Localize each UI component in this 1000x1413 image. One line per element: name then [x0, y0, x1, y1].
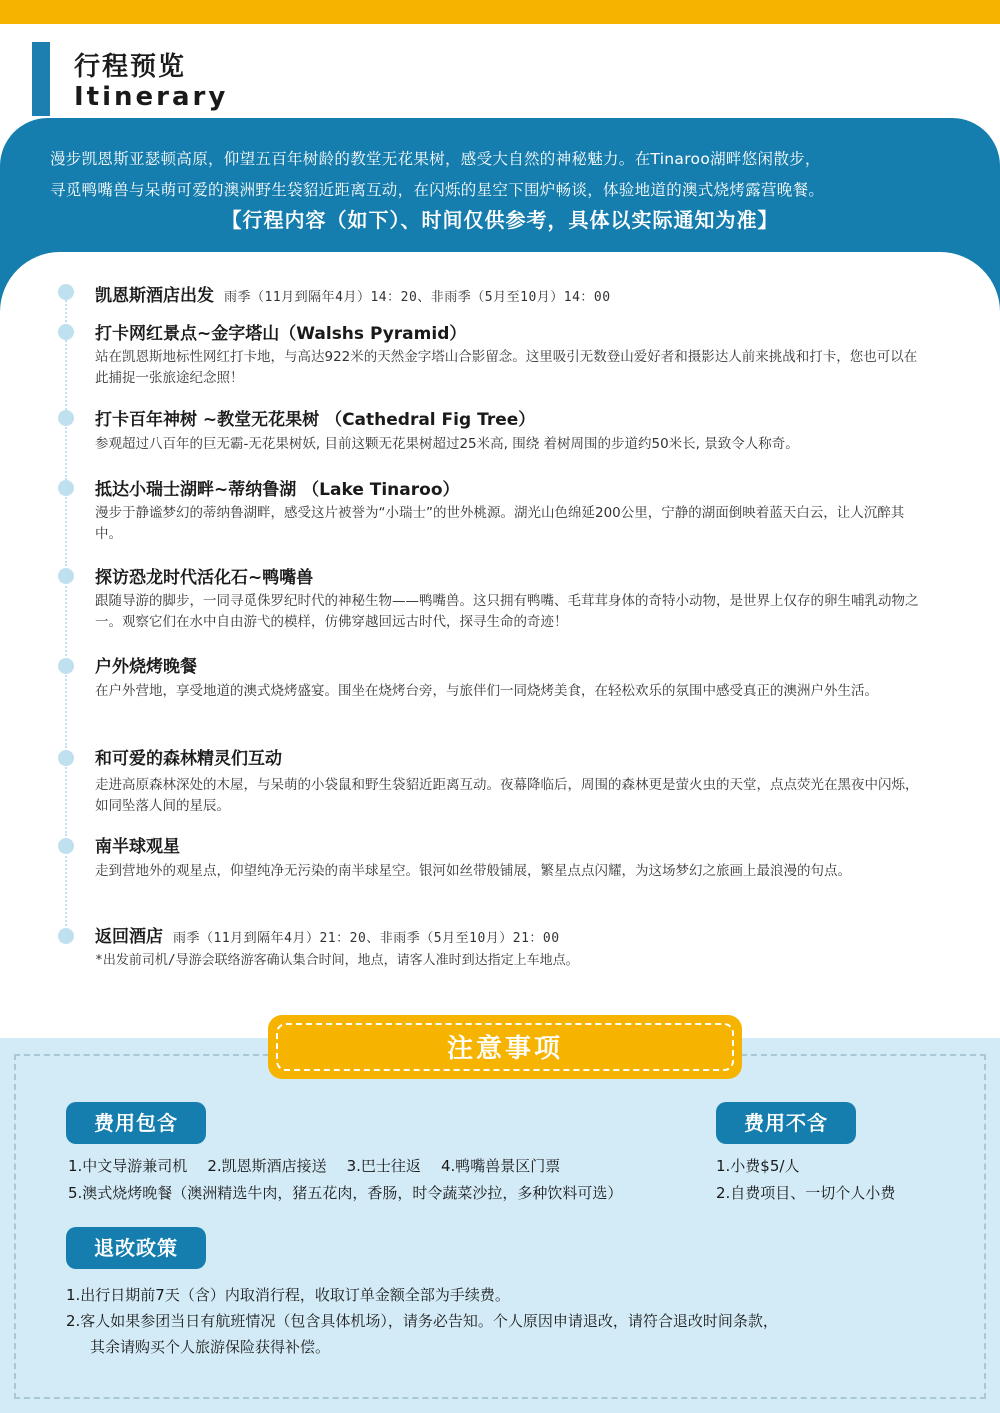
stop-title: 抵达小瑞士湖畔~蒂纳鲁湖 （Lake Tinaroo） — [95, 480, 460, 500]
stop-description: 在户外营地，享受地道的澳式烧烤盛宴。围坐在烧烤台旁，与旅伴们一同烧烤美食，在轻松欢乐的氛围中感受真正的澳洲户外生活。 — [95, 683, 878, 699]
timeline-dot — [58, 928, 74, 944]
stop-title: 打卡百年神树 ~教堂无花果树 （Cathedral Fig Tree） — [95, 410, 536, 430]
stop-description: 走进高原森林深处的木屋，与呆萌的小袋鼠和野生袋貂近距离互动。夜幕降临后，周围的森林更是萤火虫的天堂，点点荧光在黑夜中闪烁，如同坠落人间的星辰。 — [95, 777, 919, 814]
timeline-dot — [58, 568, 74, 584]
timeline-connector — [65, 300, 67, 326]
timeline-connector — [65, 852, 67, 926]
included-list — [68, 1153, 580, 1180]
stop-description: 参观超过八百年的巨无霸-无花果树妖, 目前这颗无花果树超过25米高, 围绕 着树周围的步道约50米长, 景致令人称奇。 — [95, 436, 799, 452]
refund-label: 退改政策 — [66, 1227, 206, 1269]
intro-line: 寻觅鸭嘴兽与呆萌可爱的澳洲野生袋貂近距离互动，在闪烁的星空下围炉畅谈，体验地道的澳式烧烤露营晚餐。 — [50, 181, 825, 199]
included-item: 2.凯恩斯酒店接送 — [207, 1157, 327, 1175]
page-title-en: Itinerary — [74, 82, 229, 112]
page-title-cn: 行程预览 — [74, 52, 187, 82]
stop-time: 雨季（11月到隔年4月）21：20、非雨季（5月至10月）21：00 — [173, 931, 560, 946]
intro-note: 【行程内容（如下）、时间仅供参考，具体以实际通知为准】 — [221, 208, 779, 232]
stop-description: 跟随导游的脚步，一同寻觅侏罗纪时代的神秘生物——鸭嘴兽。这只拥有鸭嘴、毛茸茸身体的奇特小动物，是世界上仅存的卵生哺乳动物之一。观察它们在水中自由游弋的模样，仿佛穿越回远古时代，探寻生命的奇迹！ — [95, 593, 919, 630]
timeline-connector — [65, 672, 67, 748]
timeline-dot — [58, 324, 74, 340]
refund-item: 2.客人如果参团当日有航班情况（包含具体机场），请务必告知。个人原因申请退改，请符合退改时间条款， — [66, 1312, 778, 1330]
included-item: 3.巴士往返 — [346, 1157, 421, 1175]
stop-title: 探访恐龙时代活化石~鸭嘴兽 — [95, 568, 314, 588]
timeline-dot — [58, 284, 74, 300]
stop-description: 漫步于静谧梦幻的蒂纳鲁湖畔，感受这片被誉为“小瑞士”的世外桃源。湖光山色绵延200公里，宁静的湖面倒映着蓝天白云，让人沉醉其中。 — [95, 505, 905, 542]
stop-time: 雨季（11月到隔年4月）14：20、非雨季（5月至10月）14：00 — [224, 290, 611, 305]
notice-title: 注意事项 — [446, 1034, 563, 1064]
stop-title-text: 凯恩斯酒店出发 — [95, 286, 214, 306]
included-item: 5.澳式烧烤晚餐（澳洲精选牛肉，猪五花肉，香肠，时令蔬菜沙拉，多种饮料可选） — [68, 1184, 623, 1202]
stop-title-text: 返回酒店 — [95, 927, 163, 947]
timeline-dot — [58, 838, 74, 854]
excluded-item: 2.自费项目、一切个人小费 — [716, 1184, 896, 1202]
included-label: 费用包含 — [66, 1102, 206, 1144]
stop-description: 走到营地外的观星点，仰望纯净无污染的南半球星空。银河如丝带般铺展，繁星点点闪耀，为这场梦幻之旅画上最浪漫的句点。 — [95, 863, 851, 879]
timeline-dot — [58, 480, 74, 496]
timeline-connector — [65, 582, 67, 656]
timeline-connector — [65, 424, 67, 480]
intro-line: 漫步凯恩斯亚瑟顿高原，仰望五百年树龄的教堂无花果树，感受大自然的神秘魅力。在Tinaroo湖畔悠闲散步， — [50, 150, 821, 168]
excluded-item: 1.小费$5/人 — [716, 1157, 800, 1175]
timeline-connector — [65, 340, 67, 410]
timeline-connector — [65, 764, 67, 836]
refund-item: 1.出行日期前7天（含）内取消行程，收取订单金额全部为手续费。 — [66, 1286, 510, 1304]
included-item: 1.中文导游兼司机 — [68, 1157, 188, 1175]
stop-title — [95, 281, 611, 306]
stop-description: 站在凯恩斯地标性网红打卡地，与高达922米的天然金字塔山合影留念。这里吸引无数登山爱好者和摄影达人前来挑战和打卡，您也可以在此捕捉一张旅途纪念照！ — [95, 349, 918, 386]
stop-title: 和可爱的森林精灵们互动 — [95, 749, 282, 769]
refund-item: 其余请购买个人旅游保险获得补偿。 — [90, 1338, 331, 1356]
excluded-label: 费用不含 — [716, 1102, 856, 1144]
included-item: 4.鸭嘴兽景区门票 — [440, 1157, 561, 1175]
timeline-connector — [65, 494, 67, 566]
stop-note: *出发前司机/导游会联络游客确认集合时间，地点，请客人准时到达指定上车地点。 — [95, 953, 579, 968]
timeline-dot — [58, 658, 74, 674]
timeline-dot — [58, 750, 74, 766]
stop-title: 户外烧烤晚餐 — [95, 657, 197, 677]
timeline-dot — [58, 410, 74, 426]
stop-title: 南半球观星 — [95, 837, 180, 857]
title-accent-bar — [32, 42, 50, 116]
top-accent-bar — [0, 0, 1000, 24]
stop-title: 打卡网红景点~金字塔山（Walshs Pyramid） — [95, 324, 467, 344]
intro-text — [50, 144, 960, 206]
stop-title — [95, 922, 560, 947]
